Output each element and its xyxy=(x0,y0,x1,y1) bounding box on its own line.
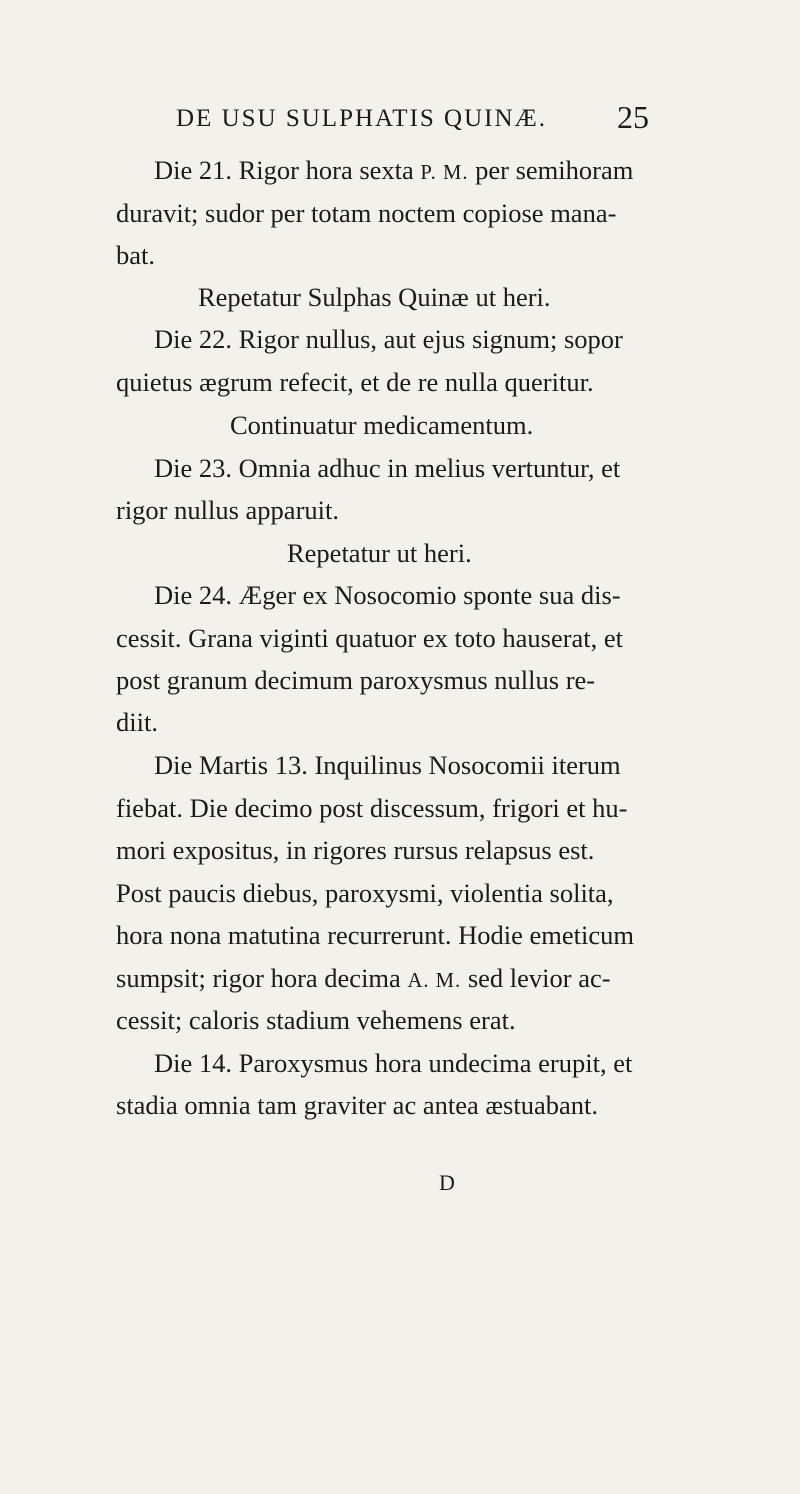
page-number: 25 xyxy=(617,99,649,135)
time-abbreviation: P. M. xyxy=(420,162,469,184)
text-line: mori expositus, in rigores rursus relapsus est. xyxy=(116,835,595,865)
text-line: Die 14. Paroxysmus hora undecima erupit, et xyxy=(154,1048,633,1078)
text-line: cessit. Grana viginti quatuor ex toto hauserat, et xyxy=(116,623,624,653)
text-line: rigor nullus apparuit. xyxy=(116,495,339,525)
text-line: Repetatur ut heri. xyxy=(287,538,472,568)
time-abbreviation: A. M. xyxy=(407,970,462,992)
text-line: quietus ægrum refecit, et de re nulla queritur. xyxy=(116,367,594,397)
text-line: post granum decimum paroxysmus nullus re- xyxy=(116,665,596,695)
text-line: duravit; sudor per totam noctem copiose mana- xyxy=(116,198,617,228)
text-line: Die 24. Æger ex Nosocomio sponte sua dis- xyxy=(154,580,621,610)
page-header xyxy=(0,99,800,145)
text-line: Die 22. Rigor nullus, aut ejus signum; sopor xyxy=(154,324,623,354)
text-line: Die 23. Omnia adhuc in melius vertuntur, et xyxy=(154,453,621,483)
text-line: Repetatur Sulphas Quinæ ut heri. xyxy=(198,282,551,312)
text-line: Continuatur medicamentum. xyxy=(230,410,534,440)
text-line: Die Martis 13. Inquilinus Nosocomii iterum xyxy=(154,750,621,780)
text-line: sumpsit; rigor hora decima A. M. sed levior ac- xyxy=(116,963,611,993)
text-line: stadia omnia tam graviter ac antea æstuabant. xyxy=(116,1090,598,1120)
text-line: Die 21. Rigor hora sexta P. M. per semihoram xyxy=(154,155,634,185)
signature-mark: D xyxy=(439,1170,455,1195)
text-line: Post paucis diebus, paroxysmi, violentia solita, xyxy=(116,878,614,908)
text-line: cessit; caloris stadium vehemens erat. xyxy=(116,1005,516,1035)
text-line: hora nona matutina recurrerunt. Hodie emeticum xyxy=(116,920,635,950)
text-line: fiebat. Die decimo post discessum, frigori et hu- xyxy=(116,793,628,823)
running-title: DE USU SULPHATIS QUINÆ. xyxy=(176,105,548,132)
text-line: diit. xyxy=(116,707,158,737)
text-line: bat. xyxy=(116,240,155,270)
